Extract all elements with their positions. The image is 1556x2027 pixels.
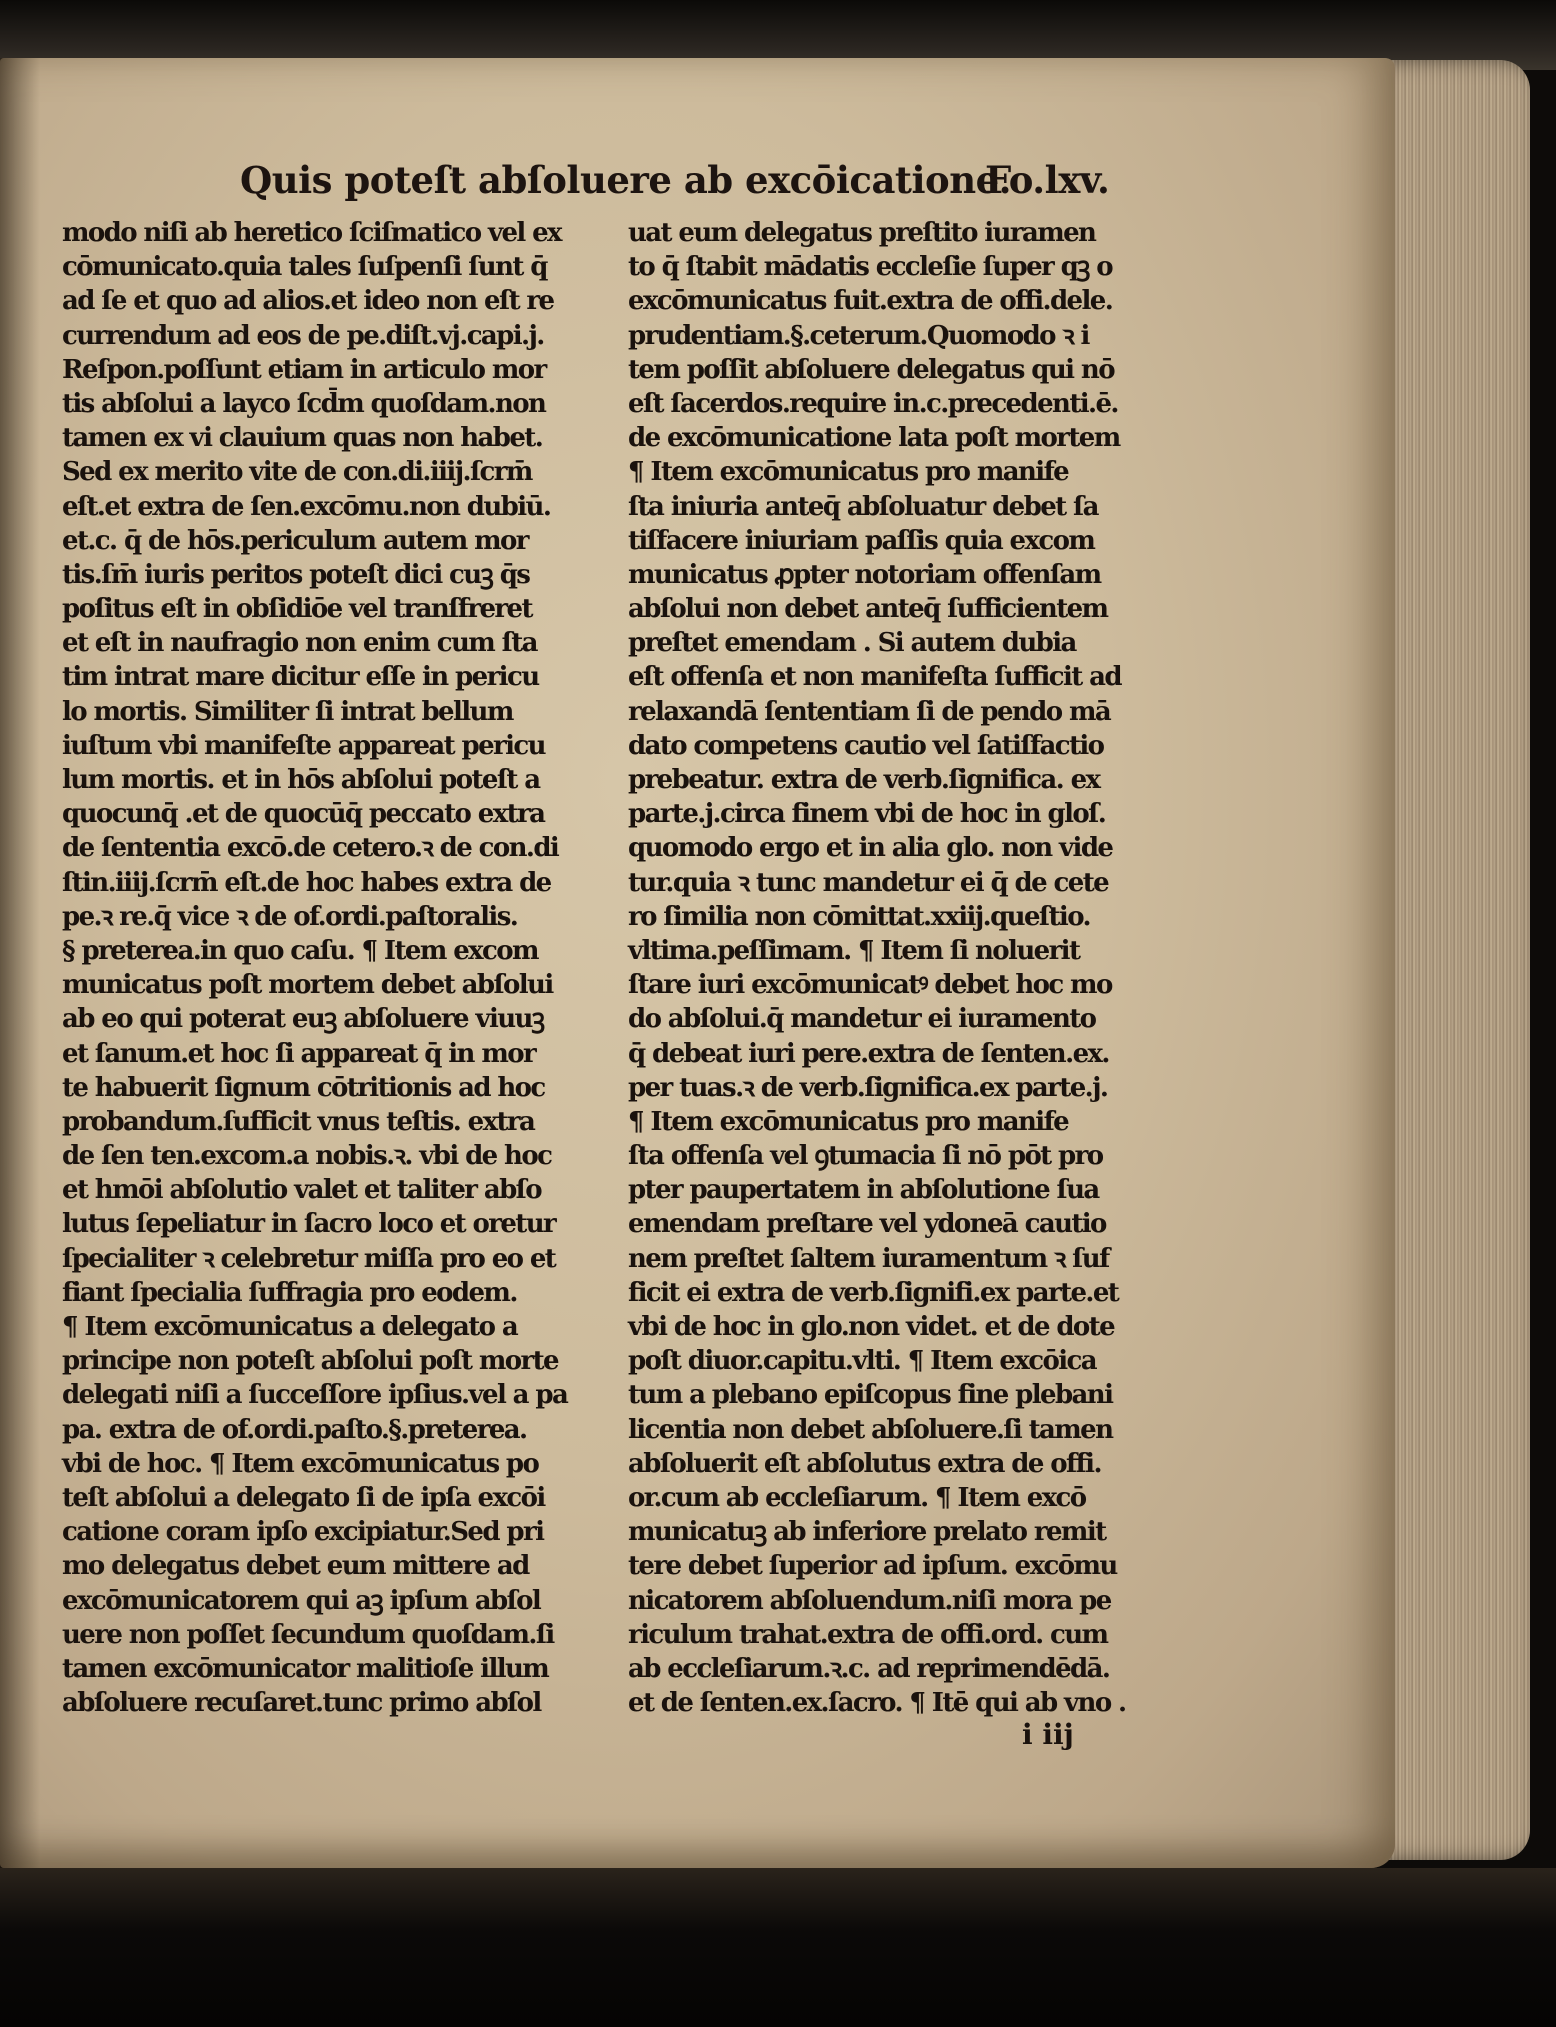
- text-line: de ſen ten.excom.a nobis.ꝛ. vbi de hoc: [62, 1141, 552, 1172]
- text-line: parte.j.circa finem vbi de hoc in gloſ.: [628, 799, 1106, 830]
- text-line: ſtin.iiij.ſcrm̄ eſt.de hoc habes extra de: [62, 867, 551, 898]
- text-line: dato competens cautio vel ſatiſfactio: [628, 730, 1104, 761]
- text-line: municatuꝫ ab inferiore prelato remit: [628, 1517, 1106, 1548]
- text-line: to q̄ ſtabit mādatis eccleſie ſuper qꝫ o: [628, 252, 1113, 283]
- text-line: tim intrat mare dicitur eſſe in pericu: [62, 662, 539, 693]
- text-line: delegati niſi a ſucceſſore ipſius.vel a pa: [62, 1380, 568, 1411]
- text-line: nicatorem abſoluendum.niſi mora pe: [628, 1585, 1111, 1616]
- text-line: mo delegatus debet eum mittere ad: [62, 1551, 529, 1582]
- text-line: ¶ Item excōmunicatus pro manife: [628, 457, 1069, 488]
- text-line: de excōmunicatione lata poſt mortem: [628, 423, 1120, 454]
- text-line: vbi de hoc. ¶ Item excōmunicatus po: [62, 1448, 539, 1479]
- text-line: ſtare iuri excōmunicatꝰ debet hoc mo: [628, 970, 1112, 1001]
- text-line: poſt diuor.capitu.vlti. ¶ Item excōica: [628, 1346, 1096, 1377]
- text-line: municatus ꝓpter notoriam offenſam: [628, 559, 1101, 590]
- text-line: q̄ debeat iuri pere.extra de ſenten.ex.: [628, 1038, 1109, 1069]
- text-line: preſtet emendam . Si autem dubia: [628, 628, 1076, 659]
- text-line: ro ſimilia non cōmittat.xxiij.queſtio.: [628, 901, 1090, 932]
- text-line: abſoluere recuſaret.tunc primo abſol: [62, 1688, 541, 1719]
- text-line: uere non poſſet ſecundum quoſdam.ſi: [62, 1619, 554, 1650]
- text-line: de ſententia excō.de cetero.ꝛ de con.di: [62, 833, 559, 864]
- text-line: et.c. q̄ de hōs.periculum autem mor: [62, 525, 528, 556]
- text-line: ¶ Item excōmunicatus pro manife: [628, 1106, 1069, 1137]
- signature-mark: i iij: [1022, 1718, 1074, 1751]
- text-line: et de ſenten.ex.ſacro. ¶ Itē qui ab vno .: [628, 1688, 1126, 1719]
- text-line: nem preſtet ſaltem iuramentum ꝛ ſuf: [628, 1243, 1109, 1274]
- text-line: ab eo qui poterat euꝫ abſoluere viuuꝫ: [62, 1004, 544, 1035]
- text-line: tem poſſit abſoluere delegatus qui nō: [628, 354, 1114, 385]
- text-line: ſta offenſa vel ꝯtumacia ſi nō pōt pro: [628, 1141, 1103, 1172]
- text-line: et hmōi abſolutio valet et taliter abſo: [62, 1175, 542, 1206]
- text-line: principe non poteſt abſolui poſt morte: [62, 1346, 558, 1377]
- text-line: § preterea.in quo caſu. ¶ Item excom: [62, 935, 538, 966]
- text-line: fiant ſpecialia ſuffragia pro eodem.: [62, 1277, 517, 1308]
- text-line: lutus ſepeliatur in ſacro loco et oretur: [62, 1209, 556, 1240]
- text-line: tamen ex vi clauium quas non habet.: [62, 423, 543, 454]
- text-line: quocunq̄ .et de quocūq̄ peccato extra: [62, 799, 545, 830]
- text-line: currendum ad eos de pe.diſt.vj.capi.j.: [62, 320, 544, 351]
- text-line: teſt abſolui a delegato ſi de ipſa excōi: [62, 1482, 545, 1513]
- text-line: te habuerit ſignum cōtritionis ad hoc: [62, 1072, 545, 1103]
- text-line: emendam preſtare vel ydoneā cautio: [628, 1209, 1106, 1240]
- text-line: tamen excōmunicator malitioſe illum: [62, 1653, 549, 1684]
- text-line: excōmunicatorem qui aꝫ ipſum abſol: [62, 1585, 541, 1616]
- text-line: vbi de hoc in glo.non videt. et de dote: [628, 1312, 1115, 1342]
- text-column-left: [62, 216, 612, 1720]
- text-line: tum a plebano epiſcopus fine plebani: [628, 1380, 1113, 1411]
- background-bottom: [0, 1868, 1556, 2027]
- running-head-title: Quis poteſt abſoluere ab excōicatione.: [240, 158, 1012, 202]
- text-line: eſt offenſa et non manifeſta ſufficit ad: [628, 662, 1121, 693]
- text-line: or.cum ab eccleſiarum. ¶ Item excō: [628, 1482, 1086, 1513]
- text-line: abſoluerit eſt abſolutus extra de offi.: [628, 1448, 1101, 1479]
- text-line: cōmunicato.quia tales ſuſpenſi ſunt q̄: [62, 252, 547, 283]
- text-line: per tuas.ꝛ de verb.ſignifica.ex parte.j.: [628, 1072, 1108, 1103]
- folio-number: Fo.lxv.: [985, 158, 1110, 202]
- text-line: iuſtum vbi manifeſte appareat pericu: [62, 730, 545, 761]
- text-line: eſt.et extra de ſen.excōmu.non dubiū.: [62, 491, 551, 522]
- text-line: riculum trahat.extra de offi.ord. cum: [628, 1619, 1108, 1650]
- text-line: probandum.ſufficit vnus teſtis. extra: [62, 1106, 535, 1137]
- text-line: tere debet ſuperior ad ipſum. excōmu: [628, 1551, 1117, 1582]
- text-line: et eſt in naufragio non enim cum ſta: [62, 628, 537, 659]
- text-line: prudentiam.§.ceterum.Quomodo ꝛ i: [628, 320, 1089, 351]
- text-line: do abſolui.q̄ mandetur ei iuramento: [628, 1004, 1096, 1035]
- gutter-shadow: [0, 58, 40, 1868]
- text-line: eſt ſacerdos.require in.c.precedenti.ē.: [628, 388, 1118, 419]
- text-line: municatus poſt mortem debet abſolui: [62, 970, 553, 1001]
- text-line: ſpecialiter ꝛ celebretur miſſa pro eo et: [62, 1243, 556, 1274]
- text-line: poſitus eſt in obſidiōe vel tranſfreret: [62, 594, 532, 625]
- text-line: tis.ſm̄ iuris peritos poteſt dici cuꝫ q̄s: [62, 559, 530, 590]
- text-line: licentia non debet abſoluere.ſi tamen: [628, 1414, 1113, 1445]
- text-line: ad ſe et quo ad alios.et ideo non eſt re: [62, 286, 554, 317]
- text-line: modo niſi ab heretico ſciſmatico vel ex: [62, 218, 561, 248]
- text-line: tiſfacere iniuriam paſſis quia excom: [628, 525, 1095, 556]
- text-line: Sed ex merito vite de con.di.iiij.ſcrm̄: [62, 457, 532, 488]
- text-line: catione coram ipſo excipiatur.Sed pri: [62, 1517, 544, 1548]
- text-line: abſolui non debet anteq̄ ſufficientem: [628, 594, 1108, 625]
- text-line: vltima.peſſimam. ¶ Item ſi noluerit: [628, 935, 1080, 966]
- text-line: quomodo ergo et in alia glo. non vide: [628, 833, 1113, 864]
- text-line: relaxandā ſententiam ſi de pendo mā: [628, 696, 1111, 727]
- text-line: tur.quia ꝛ tunc mandetur ei q̄ de cete: [628, 867, 1109, 898]
- text-column-right: [628, 216, 1188, 1720]
- text-line: excōmunicatus fuit.extra de offi.dele.: [628, 286, 1113, 317]
- text-line: tis abſolui a layco ſcd̄m quoſdam.non: [62, 388, 546, 419]
- text-line: Reſpon.poſſunt etiam in articulo mor: [62, 354, 546, 385]
- text-line: pa. extra de of.ordi.paſto.§.preterea.: [62, 1414, 527, 1445]
- text-line: ficit ei extra de verb.ſignifi.ex parte.et: [628, 1277, 1119, 1308]
- text-line: lum mortis. et in hōs abſolui poteſt a: [62, 765, 540, 795]
- text-line: ab eccleſiarum.ꝛ.c. ad reprimendēdā.: [628, 1653, 1110, 1684]
- text-line: et ſanum.et hoc ſi appareat q̄ in mor: [62, 1038, 536, 1069]
- text-line: prebeatur. extra de verb.ſignifica. ex: [628, 765, 1100, 795]
- text-line: pter paupertatem in abſolutione ſua: [628, 1175, 1099, 1206]
- text-line: ¶ Item excōmunicatus a delegato a: [62, 1312, 518, 1342]
- text-line: lo mortis. Similiter ſi intrat bellum: [62, 696, 513, 727]
- running-head: [240, 158, 1140, 208]
- text-line: pe.ꝛ re.q̄ vice ꝛ de of.ordi.paſtoralis.: [62, 901, 518, 932]
- text-line: ſta iniuria anteq̄ abſoluatur debet ſa: [628, 491, 1098, 522]
- text-line: uat eum delegatus preſtito iuramen: [628, 218, 1096, 248]
